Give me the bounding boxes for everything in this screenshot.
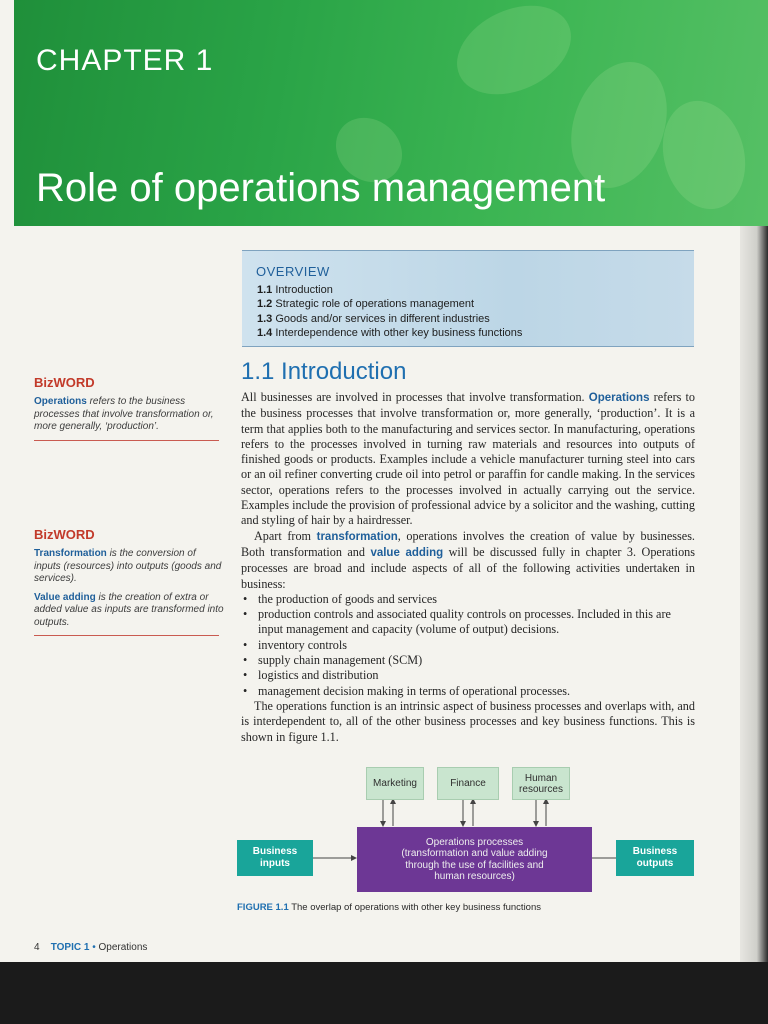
overview-box — [242, 250, 694, 347]
chapter-label: CHAPTER 1 — [36, 44, 214, 77]
overview-item: 1.3 Goods and/or services in different industries — [257, 312, 490, 325]
bizword-definition: Operations refers to the business processes that involve transformation or, more generally, ‘production’. — [34, 396, 214, 432]
list-item: • the production of goods and services — [258, 592, 695, 607]
list-item: • supply chain management (SCM) — [258, 653, 695, 668]
divider — [34, 440, 219, 441]
topic-label: TOPIC 1 — [50, 942, 90, 953]
marketing-box: Marketing — [366, 767, 424, 800]
divider — [34, 635, 219, 636]
activity-list — [241, 592, 695, 699]
paragraph: Apart from transformation, operations involves the creation of value by businesses. Both transformation and value adding will be discussed fully in chapter 3. Operations processes are broad and include aspects of all of the following activities undertaken in business: — [241, 528, 695, 591]
business-inputs-box: Business inputs — [237, 840, 313, 876]
finance-box: Finance — [437, 767, 499, 800]
bizword-definition: Transformation is the conversion of inputs (resources) into outputs (goods and services). — [34, 548, 222, 584]
body-text — [241, 390, 695, 745]
list-item: • production controls and associated quality controls on processes. Included in this are input management and capacity (volume of output) decisions. — [258, 607, 695, 638]
figure-caption: FIGURE 1.1 The overlap of operations with other key business functions — [237, 902, 541, 913]
business-outputs-box: Business outputs — [616, 840, 694, 876]
chapter-banner — [14, 0, 768, 226]
overview-heading: OVERVIEW — [256, 264, 330, 279]
hr-box: Human resources — [512, 767, 570, 800]
overview-item: 1.1 Introduction — [257, 284, 333, 296]
list-item: • logistics and distribution — [258, 668, 695, 683]
overview-item: 1.4 Interdependence with other key business functions — [257, 326, 523, 339]
page-footer: 4 TOPIC 1 • Operations — [34, 942, 148, 953]
bizword-heading: BizWORD — [34, 375, 95, 390]
bizword-box-2 — [34, 527, 224, 636]
bizword-definition: Value adding is the creation of extra or added value as inputs are transformed into outputs. — [34, 591, 224, 628]
chapter-title: Role of operations management — [36, 166, 606, 210]
paragraph: All businesses are involved in processes that involve transformation. Operations refers to the business processes that involve transformation or, more generally, ‘production’. It is a term that applies both to the manufacturing and services sector. In manufacturing, operations refers to the processes involved in turning raw materials and resources into outputs of finished goods or products. Examples include a vehicle manufacturer turning steel into cars or an oil refiner converting crude oil into petrol or paraffin for candle making. In the services sector, operations refers to the processes involved in actually carrying out the service. Examples include the provision of professional advice by a solicitor and the washing, cutting and styling of hair by a hairdresser. — [241, 390, 696, 528]
paragraph: The operations function is an intrinsic aspect of business processes and overlaps with, and is interdependent to, all of the other business processes and key business functions. This is shown in figure 1.1. — [241, 698, 695, 744]
overview-item: 1.2 Strategic role of operations management — [257, 298, 475, 311]
page-number: 4 — [34, 942, 40, 953]
figure-diagram — [236, 764, 710, 914]
bizword-box-1 — [34, 375, 224, 441]
section-name: Operations — [98, 942, 148, 953]
list-item: • inventory controls — [258, 638, 695, 653]
section-heading: 1.1 Introduction — [241, 358, 407, 385]
list-item: • management decision making in terms of operational processes. — [258, 684, 695, 699]
bizword-heading: BizWORD — [34, 527, 95, 542]
operations-processes-box: Operations processes (transformation and value adding through the use of facilities and human resources) — [357, 827, 592, 892]
